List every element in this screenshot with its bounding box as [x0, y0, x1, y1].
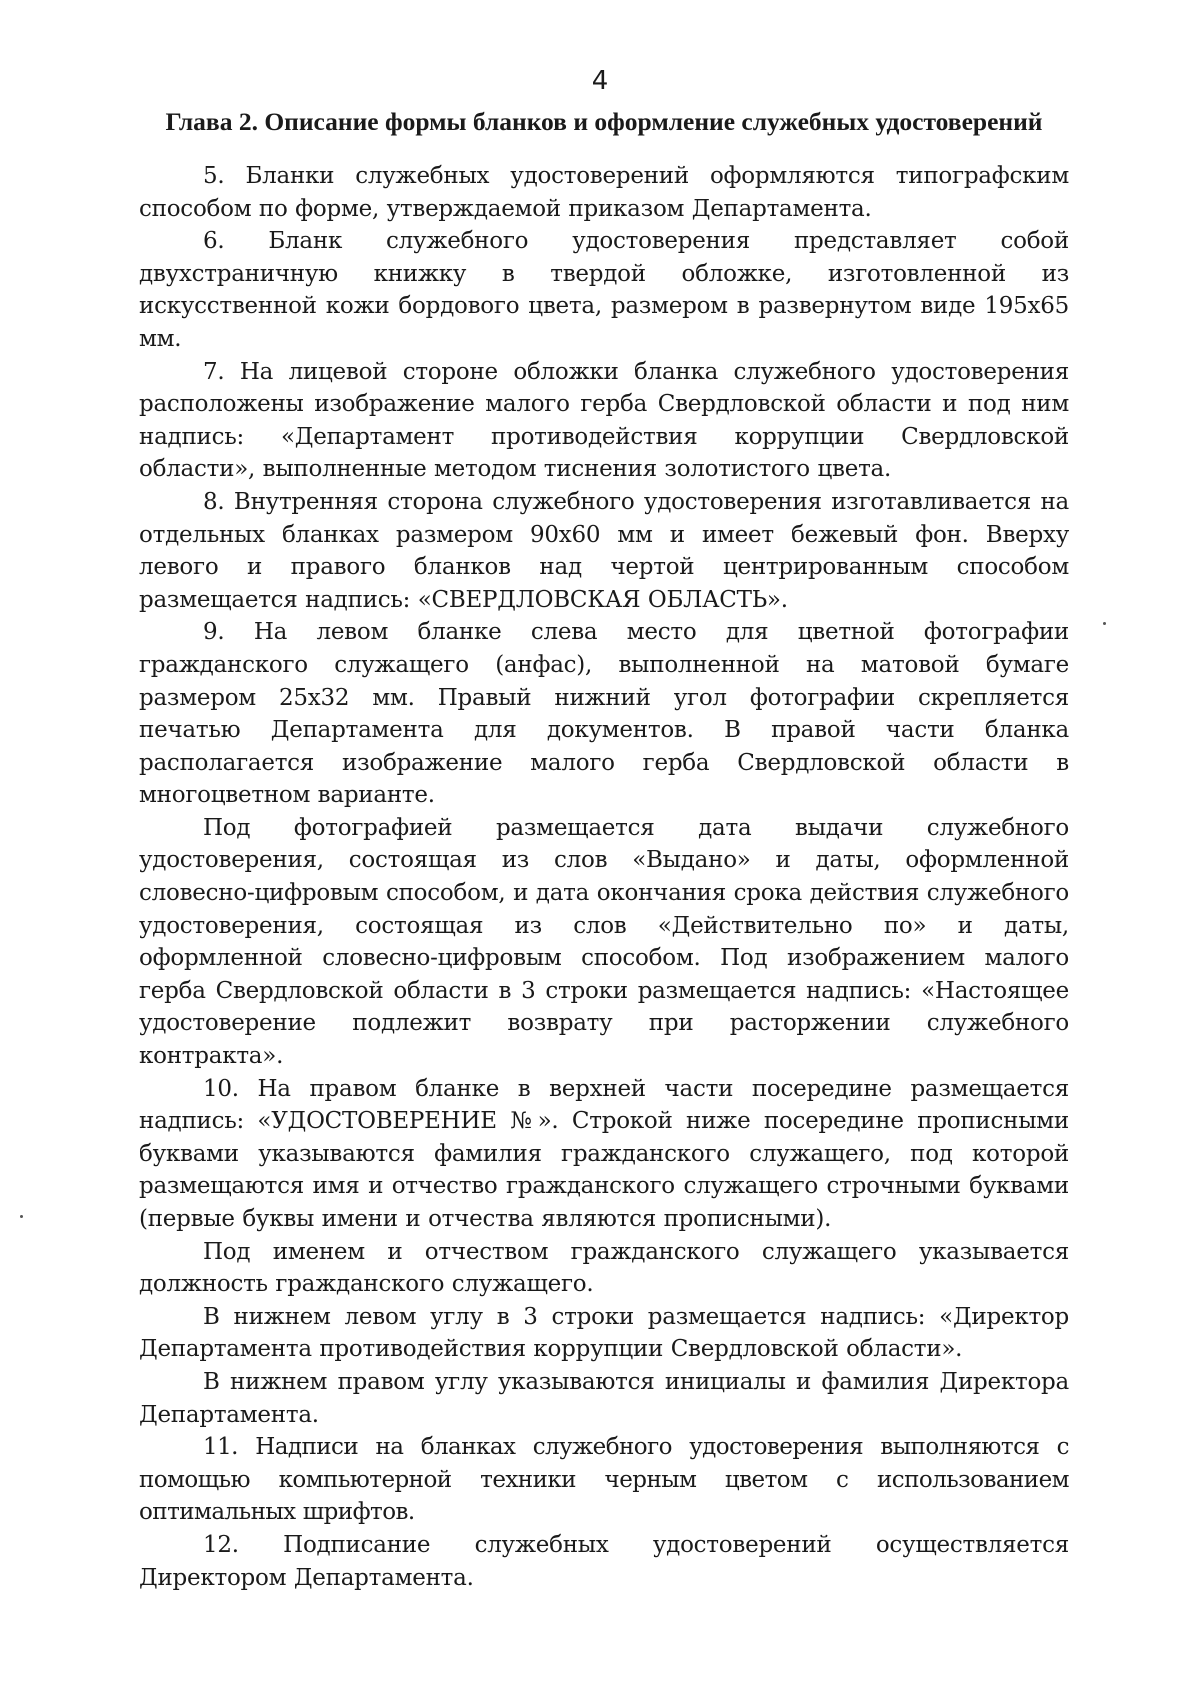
scan-speck-left	[20, 1215, 23, 1218]
paragraph-10-position: Под именем и отчеством гражданского служащего указывается должность гражданского служащего.	[139, 1238, 1069, 1298]
paragraph-7: 7. На лицевой стороне обложки бланка служебного удостоверения расположены изображение малого герба Свердловской области и под ним надпись: «Департамент противодействия коррупции Свердловской области», выполненные методом тиснения золотистого цвета.	[139, 358, 1069, 483]
paragraph-12: 12. Подписание служебных удостоверений осуществляется Директором Департамента.	[139, 1531, 1069, 1591]
chapter-title: Глава 2. Описание формы бланков и оформление служебных удостоверений	[165, 107, 1043, 136]
paragraph-10-lower-left: В нижнем левом углу в 3 строки размещается надпись: «Директор Департамента противодействия коррупции Свердловской области».	[139, 1303, 1069, 1363]
paragraph-9-continued: Под фотографией размещается дата выдачи служебного удостоверения, состоящая из слов «Выдано» и даты, оформленной словесно-цифровым способом, и дата окончания срока действия служебного удостоверения, состоящая из слов «Действительно по» и даты, оформленной словесно-цифровым способом. Под изображением малого герба Свердловской области в 3 строки размещается надпись: «Настоящее удостоверение подлежит возврату при расторжении служебного контракта».	[139, 814, 1069, 1070]
page-number: 4	[591, 66, 609, 96]
paragraph-8: 8. Внутренняя сторона служебного удостоверения изготавливается на отдельных бланках размером 90х60 мм и имеет бежевый фон. Вверху левого и правого бланков над чертой центрированным способом размещается надпись: «СВЕРДЛОВСКАЯ ОБЛАСТЬ».	[139, 488, 1069, 613]
paragraph-10-lower-right: В нижнем правом углу указываются инициалы и фамилия Директора Департамента.	[139, 1368, 1069, 1428]
paragraph-9: 9. На левом бланке слева место для цветной фотографии гражданского служащего (анфас), выполненной на матовой бумаге размером 25х32 мм. Правый нижний угол фотографии скрепляется печатью Департамента для документов. В правой части бланка располагается изображение малого герба Свердловской области в многоцветном варианте.	[139, 619, 1069, 809]
paragraph-11: 11. Надписи на бланках служебного удостоверения выполняются с помощью компьютерной техники черным цветом с использованием оптимальных шрифтов.	[139, 1434, 1069, 1526]
scan-speck-right	[1103, 622, 1106, 625]
paragraph-6: 6. Бланк служебного удостоверения представляет собой двухстраничную книжку в твердой обложке, изготовленной из искусственной кожи бордового цвета, размером в развернутом виде 195х65 мм.	[139, 228, 1069, 352]
document-body	[139, 104, 1069, 1594]
paragraph-5: 5. Бланки служебных удостоверений оформляются типографским способом по форме, утверждаемой приказом Департамента.	[139, 163, 1069, 222]
paragraph-10: 10. На правом бланке в верхней части посередине размещается надпись: «УДОСТОВЕРЕНИЕ №». Строкой ниже посередине прописными буквами указываются фамилия гражданского служащего, под которой размещаются имя и отчество гражданского служащего строчными буквами (первые буквы имени и отчества являются прописными).	[139, 1075, 1069, 1232]
